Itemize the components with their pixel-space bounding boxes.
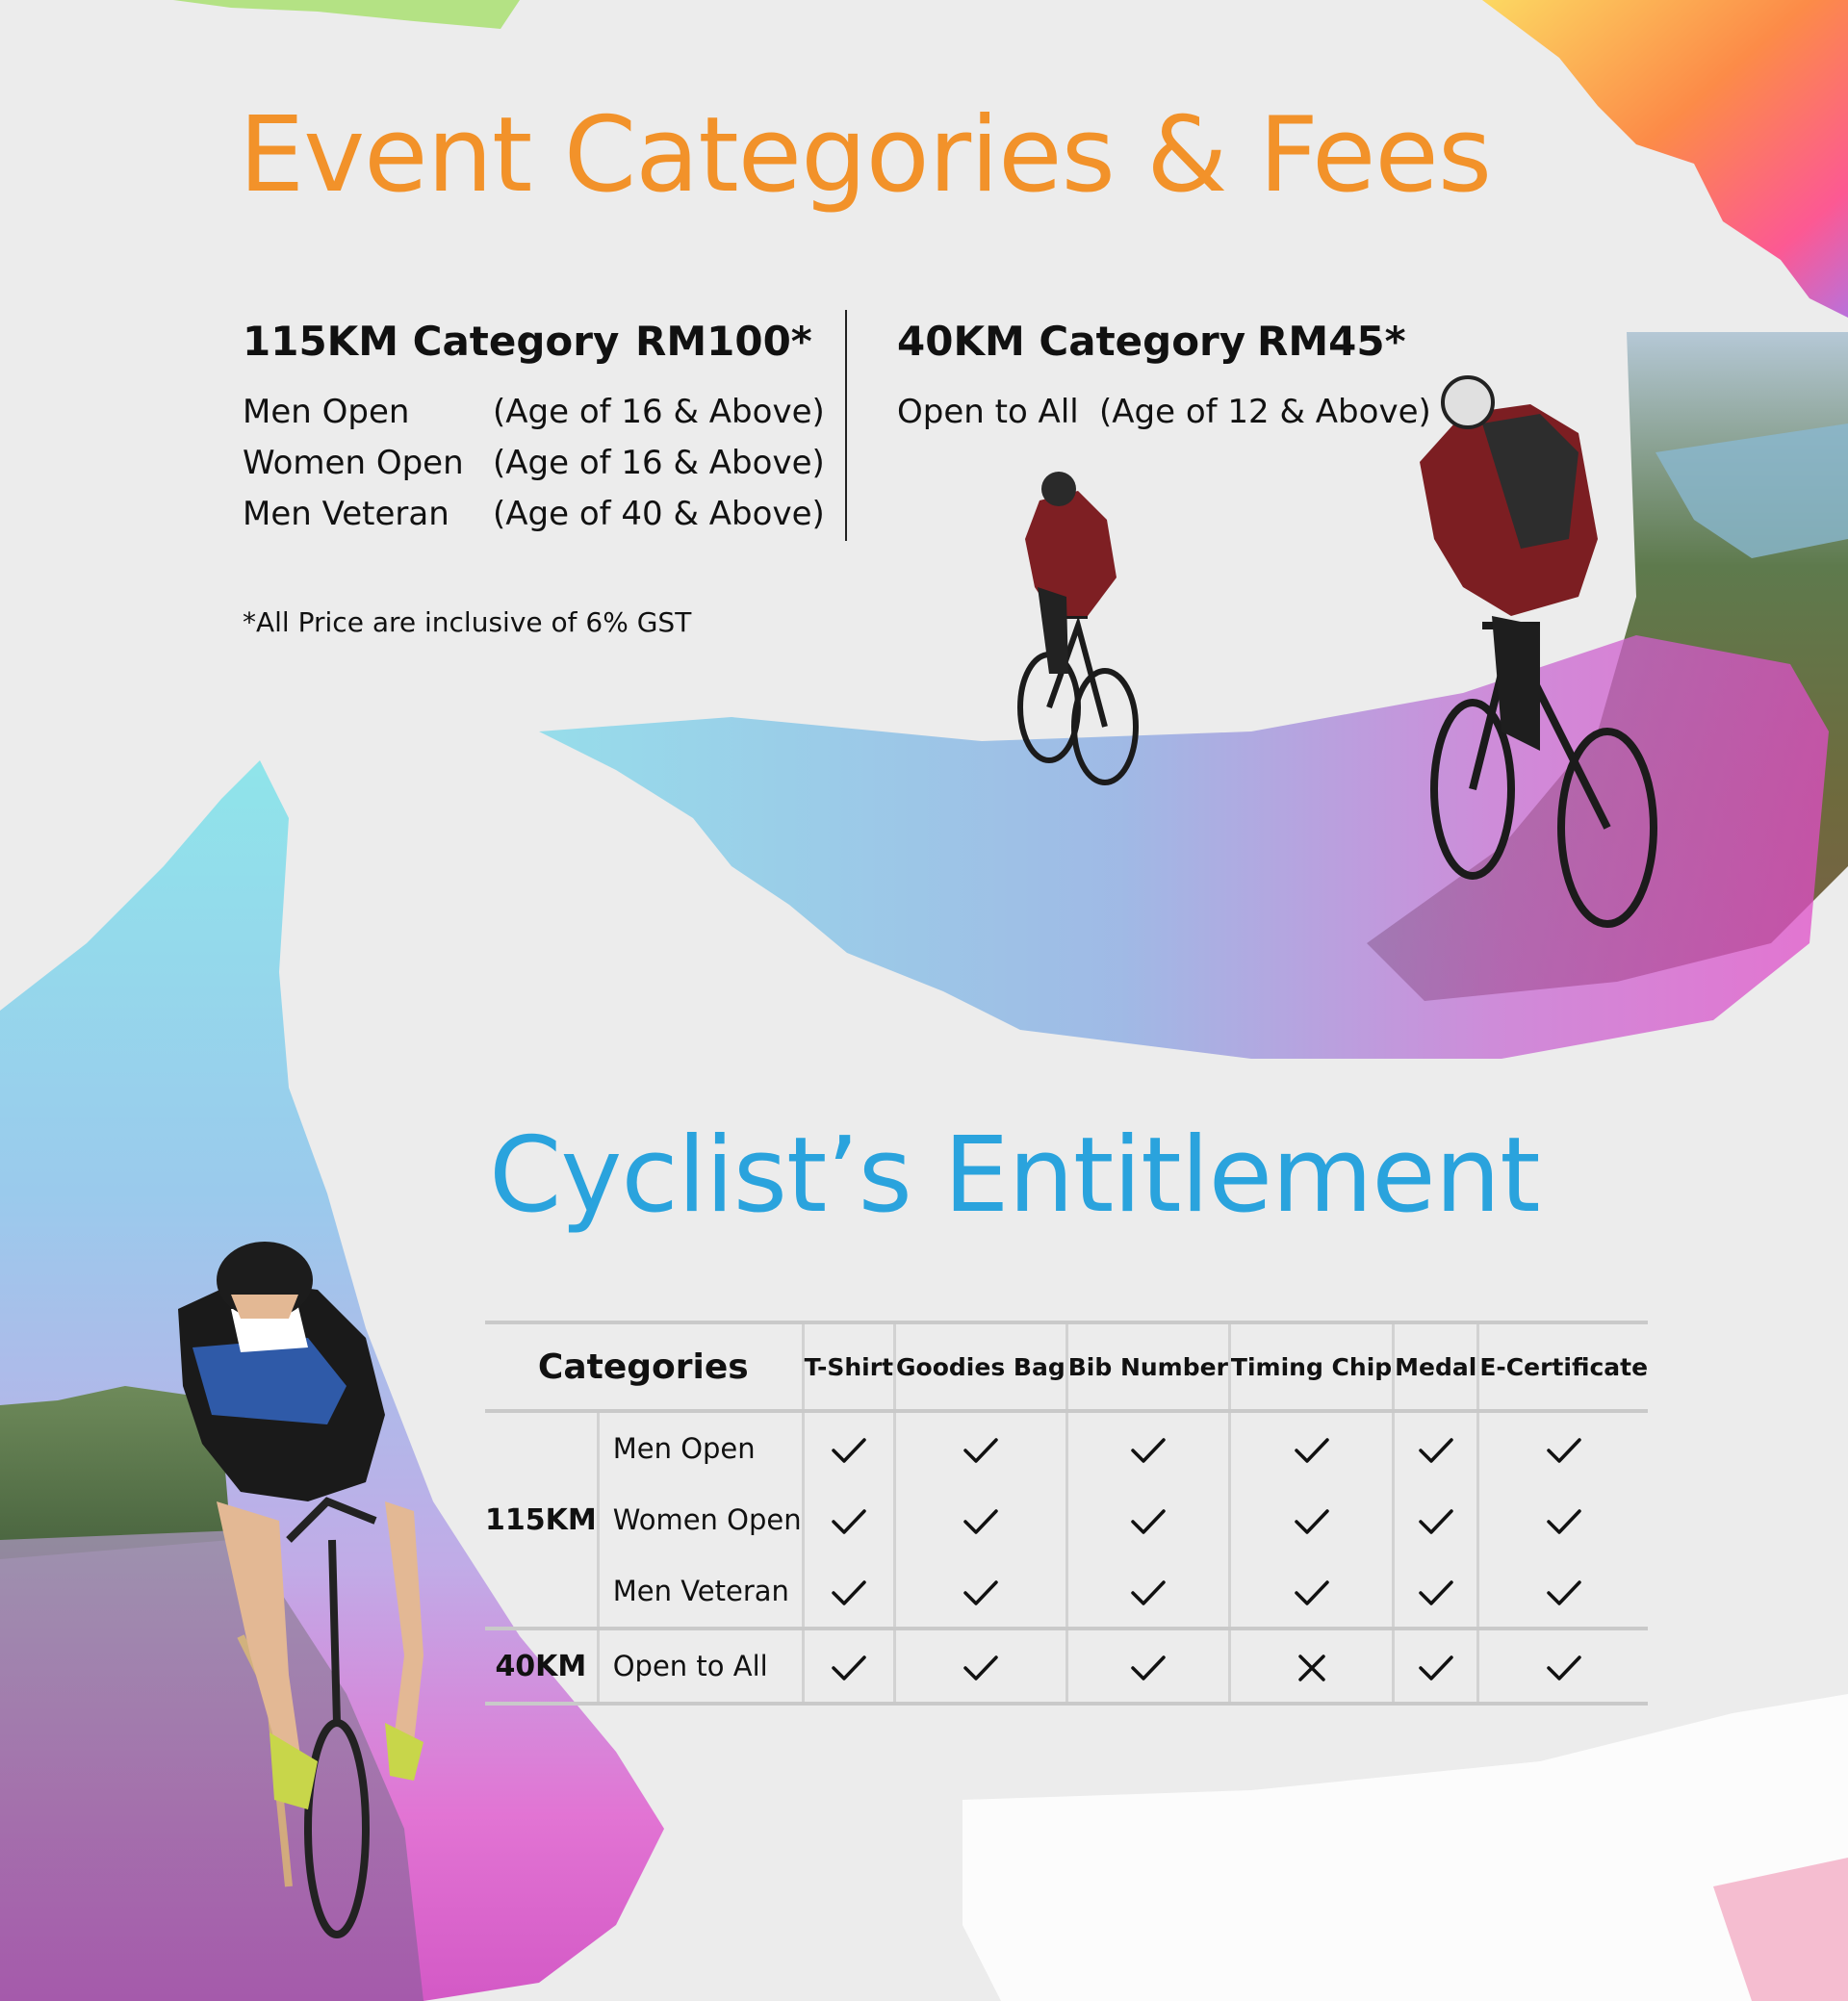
header-timing-chip: Timing Chip xyxy=(1229,1322,1393,1411)
entitlement-cell xyxy=(1229,1484,1393,1555)
entitlement-cell xyxy=(1066,1629,1229,1704)
check-icon xyxy=(962,1435,1000,1466)
category-40km-row-age: (Age of 12 & Above) xyxy=(1099,393,1431,431)
check-icon xyxy=(1129,1578,1168,1608)
category-40km-row-name: Open to All xyxy=(897,393,1079,431)
header-tshirt: T-Shirt xyxy=(803,1322,894,1411)
entitlement-cell xyxy=(1394,1484,1478,1555)
entitlement-cell xyxy=(895,1411,1067,1484)
table-row xyxy=(485,1555,1648,1629)
entitlement-cell xyxy=(803,1555,894,1629)
check-icon xyxy=(1545,1578,1583,1608)
category-40km-heading: 40KM Category xyxy=(897,318,1246,365)
entitlement-cell xyxy=(895,1484,1067,1555)
check-icon xyxy=(1293,1435,1331,1466)
header-categories: Categories xyxy=(485,1322,803,1411)
check-icon xyxy=(830,1653,868,1683)
row-label: Men Veteran xyxy=(598,1555,803,1629)
entitlement-cell xyxy=(1066,1484,1229,1555)
check-icon xyxy=(962,1578,1000,1608)
check-icon xyxy=(1417,1578,1455,1608)
header-goodies-bag: Goodies Bag xyxy=(895,1322,1067,1411)
entitlement-cell xyxy=(803,1484,894,1555)
entitlement-cell xyxy=(895,1629,1067,1704)
row-label: Open to All xyxy=(598,1629,803,1704)
check-icon xyxy=(1545,1506,1583,1537)
check-icon xyxy=(1417,1435,1455,1466)
row-label: Women Open xyxy=(598,1484,803,1555)
table-row xyxy=(485,1411,1648,1484)
check-icon xyxy=(1129,1506,1168,1537)
entitlement-cell xyxy=(1478,1555,1648,1629)
check-icon xyxy=(1293,1578,1331,1608)
entitlement-cell xyxy=(1229,1629,1393,1704)
entitlement-cell xyxy=(1229,1555,1393,1629)
check-icon xyxy=(962,1506,1000,1537)
check-icon xyxy=(962,1653,1000,1683)
category-115km-row-age: (Age of 16 & Above) xyxy=(493,393,825,431)
check-icon xyxy=(1545,1653,1583,1683)
header-e-certificate: E-Certificate xyxy=(1478,1322,1648,1411)
check-icon xyxy=(830,1435,868,1466)
entitlement-cell xyxy=(803,1411,894,1484)
category-115km-row-age: (Age of 16 & Above) xyxy=(493,444,825,482)
gst-note: *All Price are inclusive of 6% GST xyxy=(243,606,692,638)
header-medal: Medal xyxy=(1394,1322,1478,1411)
group-label-115km: 115KM xyxy=(485,1502,597,1537)
entitlement-cell xyxy=(895,1555,1067,1629)
entitlement-table xyxy=(485,1321,1648,1706)
category-115km-row-age: (Age of 40 & Above) xyxy=(493,495,825,533)
entitlement-title: Cyclist’s Entitlement xyxy=(489,1116,1540,1236)
check-icon xyxy=(1417,1506,1455,1537)
check-icon xyxy=(1129,1653,1168,1683)
entitlement-cell xyxy=(1478,1411,1648,1484)
cross-icon xyxy=(1293,1653,1331,1683)
entitlement-cell xyxy=(1229,1411,1393,1484)
header-bib-number: Bib Number xyxy=(1066,1322,1229,1411)
group-label-40km: 40KM xyxy=(485,1629,598,1704)
entitlement-cell xyxy=(1066,1555,1229,1629)
category-divider xyxy=(845,310,847,541)
category-115km-row-name: Men Veteran xyxy=(243,495,449,533)
entitlement-cell xyxy=(1478,1484,1648,1555)
fees-title: Event Categories & Fees xyxy=(239,95,1492,216)
table-row xyxy=(485,1484,1648,1555)
check-icon xyxy=(1293,1506,1331,1537)
check-icon xyxy=(1129,1435,1168,1466)
category-115km-price: RM100* xyxy=(635,318,812,365)
check-icon xyxy=(830,1578,868,1608)
category-40km-price: RM45* xyxy=(1257,318,1406,365)
row-label: Men Open xyxy=(598,1411,803,1484)
entitlement-cell xyxy=(1394,1629,1478,1704)
category-115km-heading: 115KM Category xyxy=(243,318,620,365)
category-115km-row-name: Women Open xyxy=(243,444,464,482)
table-header-row xyxy=(485,1322,1648,1411)
entitlement-cell xyxy=(1394,1411,1478,1484)
entitlement-cell xyxy=(1478,1629,1648,1704)
entitlement-cell xyxy=(803,1629,894,1704)
table-row xyxy=(485,1629,1648,1704)
entitlement-cell xyxy=(1066,1411,1229,1484)
check-icon xyxy=(830,1506,868,1537)
category-115km-row-name: Men Open xyxy=(243,393,410,431)
entitlement-cell xyxy=(1394,1555,1478,1629)
check-icon xyxy=(1545,1435,1583,1466)
check-icon xyxy=(1417,1653,1455,1683)
